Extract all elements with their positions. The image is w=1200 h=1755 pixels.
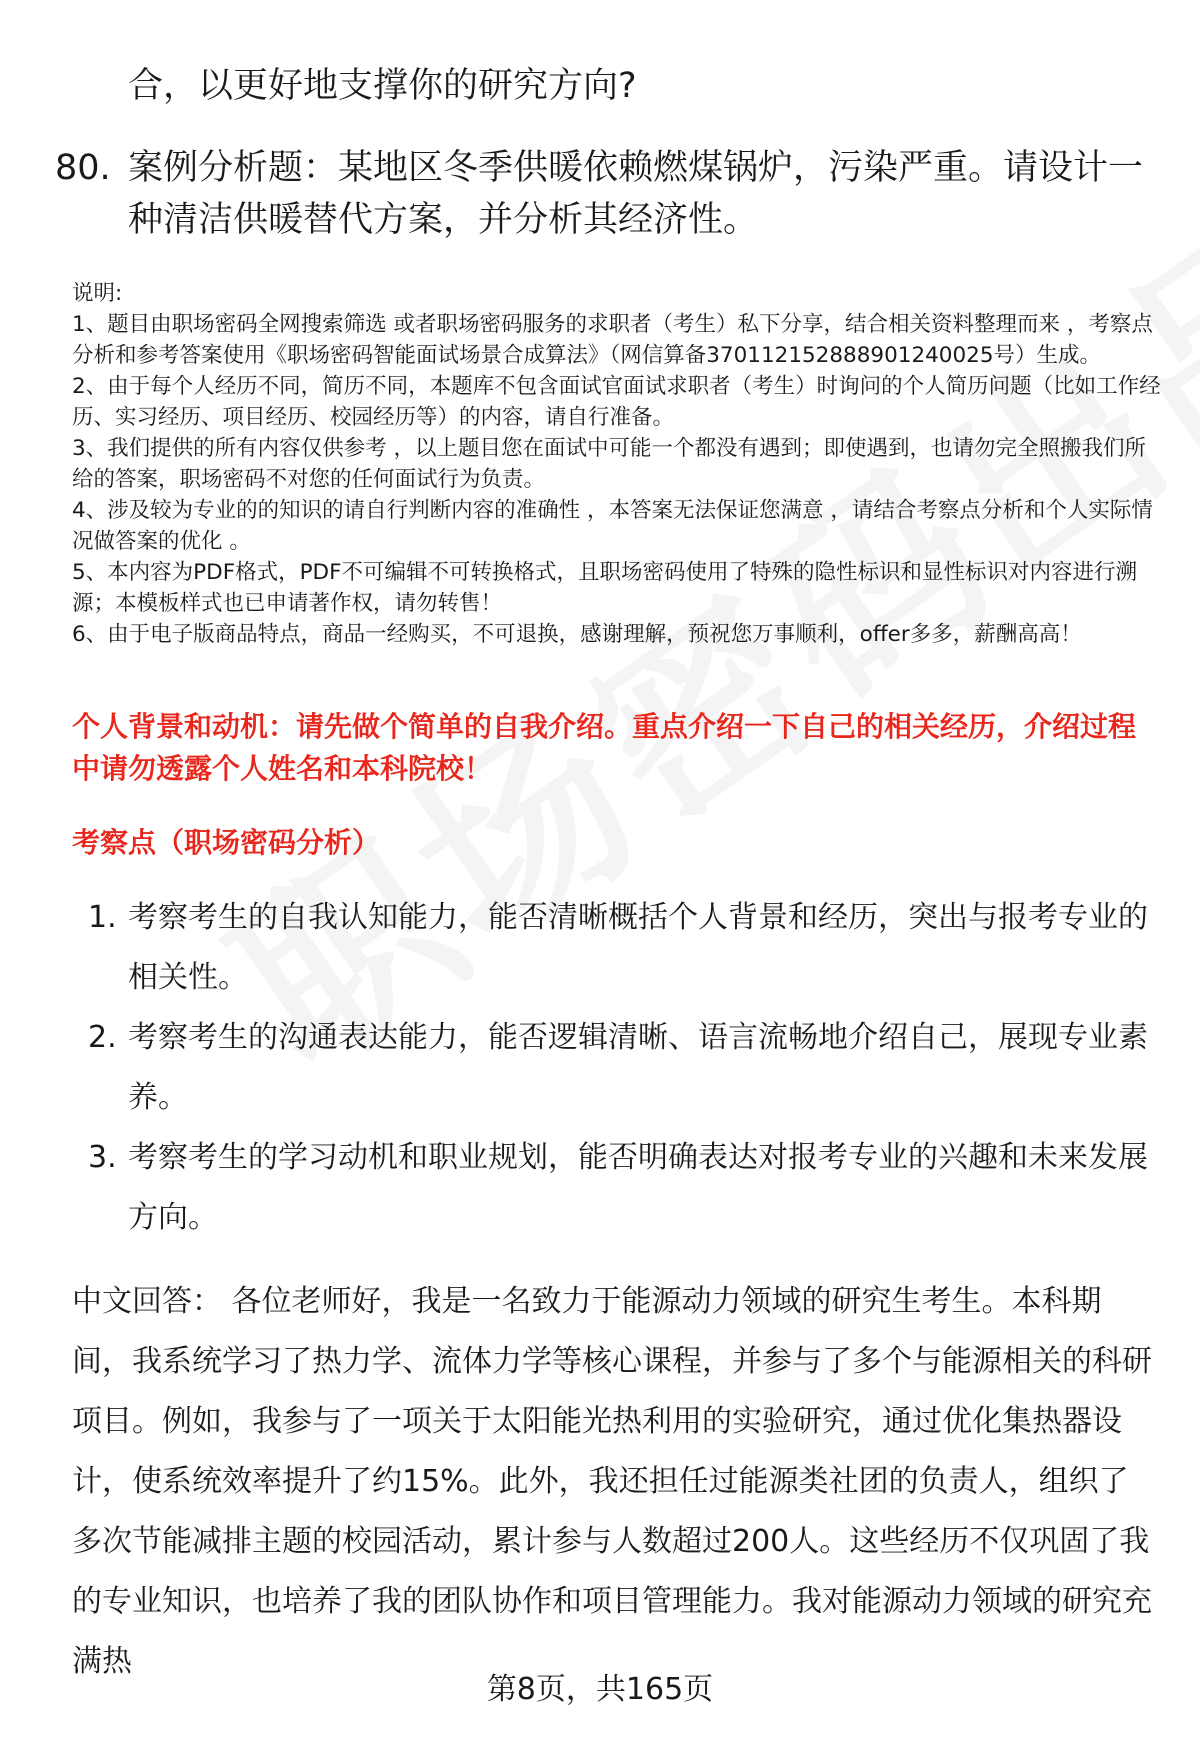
- notes-heading: 说明:: [72, 281, 123, 306]
- point-text: 考察考生的沟通表达能力，能否逻辑清晰、语言流畅地介绍自己，展现专业素养。: [128, 1020, 1148, 1115]
- analysis-point: [88, 1128, 1148, 1248]
- page-footer: 第8页，共165页: [486, 1672, 714, 1707]
- note-item: 4、涉及较为专业的的知识的请自行判断内容的准确性 ，本答案无法保证您满意 ，请结合考察点分析和个人实际情况做答案的优化 。: [72, 498, 1153, 554]
- note-item: 1、题目由职场密码全网搜索筛选 或者职场密码服务的求职者（考生）私下分享，结合相关资料整理而来 ，考察点分析和参考答案使用《职场密码智能面试场景合成算法》（网信算备370112152888901240025号）生成。: [72, 312, 1153, 368]
- question-80: [55, 142, 1155, 246]
- note-item: 2、由于每个人经历不同，简历不同，本题库不包含面试官面试求职者（考生）时询问的个人简历问题（比如工作经历、实习经历、项目经历、校园经历等）的内容，请自行准备。: [72, 374, 1161, 430]
- section-title: 个人背景和动机：请先做个简单的自我介绍。重点介绍一下自己的相关经历，介绍过程中请勿透露个人姓名和本科院校！: [72, 710, 1137, 785]
- note-item: 3、我们提供的所有内容仅供参考 ，以上题目您在面试中可能一个都没有遇到；即使遇到，也请勿完全照搬我们所给的答案，职场密码不对您的任何面试行为负责。: [72, 436, 1147, 492]
- point-number: 2.: [88, 1020, 117, 1055]
- point-number: 3.: [88, 1140, 117, 1175]
- point-text: 考察考生的学习动机和职业规划，能否明确表达对报考专业的兴趣和未来发展方向。: [128, 1140, 1148, 1235]
- previous-question-tail: 合，以更好地支撑你的研究方向?: [128, 66, 637, 106]
- analysis-points: [88, 888, 1148, 1248]
- point-text: 考察考生的自我认知能力，能否清晰概括个人背景和经历，突出与报考专业的相关性。: [128, 900, 1148, 995]
- answer-text: 中文回答： 各位老师好，我是一名致力于能源动力领域的研究生考生。本科期间，我系统学习了热力学、流体力学等核心课程，并参与了多个与能源相关的科研项目。例如，我参与了一项关于太阳能光热利用的实验研究，通过优化集热器设计，使系统效率提升了约15%。此外，我还担任过能源类社团的负责人，组织了多次节能减排主题的校园活动，累计参与人数超过200人。这些经历不仅巩固了我的专业知识，也培养了我的团队协作和项目管理能力。我对能源动力领域的研究充满热: [72, 1284, 1152, 1679]
- question-text: 案例分析题：某地区冬季供暖依赖燃煤锅炉，污染严重。请设计一种清洁供暖替代方案，并分析其经济性。: [128, 148, 1144, 240]
- note-item: 5、本内容为PDF格式，PDF不可编辑不可转换格式，且职场密码使用了特殊的隐性标识和显性标识对内容进行溯源；本模板样式也已申请著作权，请勿转售！: [72, 560, 1137, 616]
- analysis-point: [88, 888, 1148, 1008]
- analysis-title: 考察点（职场密码分析）: [72, 826, 381, 859]
- question-number: 80.: [55, 148, 111, 188]
- analysis-point: [88, 1008, 1148, 1128]
- notes-section: [72, 278, 1162, 650]
- point-number: 1.: [88, 900, 117, 935]
- note-item: 6、由于电子版商品特点，商品一经购买，不可退换，感谢理解，预祝您万事顺利，offer多多，薪酬高高！: [72, 622, 1082, 647]
